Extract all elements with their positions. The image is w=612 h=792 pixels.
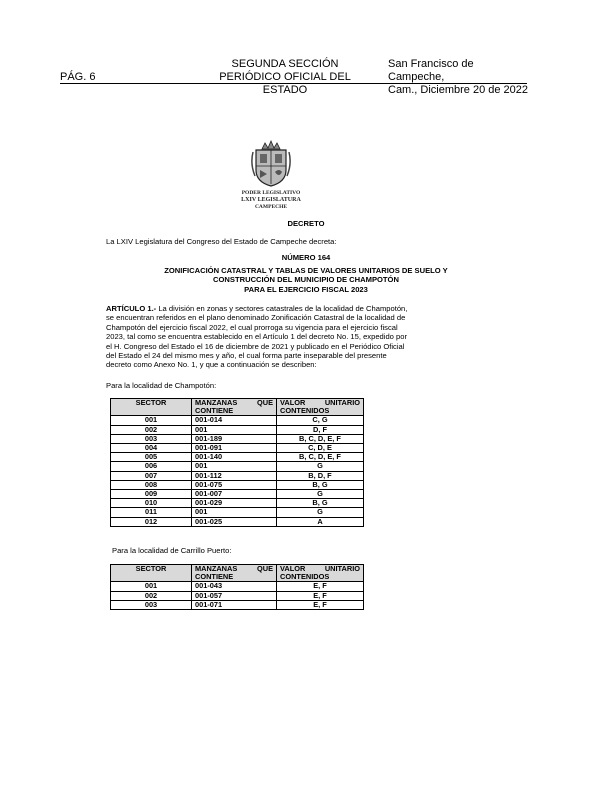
cell-manzanas: 001 <box>192 508 277 517</box>
cell-manzanas: 001-043 <box>192 582 277 591</box>
cell-manzanas: 001-112 <box>192 471 277 480</box>
cell-valor: C, D, E <box>277 444 364 453</box>
cell-sector: 008 <box>111 480 192 489</box>
cell-sector: 002 <box>111 591 192 600</box>
cell-manzanas: 001-057 <box>192 591 277 600</box>
header-date: Cam., Diciembre 20 de 2022 <box>388 84 529 96</box>
decreto-title: DECRETO <box>287 219 325 228</box>
cell-sector: 011 <box>111 508 192 517</box>
cell-sector: 012 <box>111 517 192 526</box>
law-title <box>0 266 612 294</box>
law-title-line: CONSTRUCCIÓN DEL MUNICIPIO DE CHAMPOTÓN <box>213 275 399 285</box>
table-row <box>111 517 364 526</box>
law-title-line: PARA EL EJERCICIO FISCAL 2023 <box>244 284 368 294</box>
cell-valor: B, D, F <box>277 471 364 480</box>
header-rule <box>60 83 527 84</box>
articulo-line: Champotón del ejercicio fiscal 2022, el cual prorroga su vigencia para el ejercicio fiscal <box>106 322 398 332</box>
table-row <box>111 425 364 434</box>
col-sector: SECTOR <box>111 399 192 416</box>
table-header-row <box>111 565 364 582</box>
cell-sector: 010 <box>111 499 192 508</box>
emblem-line-3: CAMPECHE <box>254 204 288 210</box>
cell-valor: B, G <box>277 499 364 508</box>
table-row <box>111 591 364 600</box>
coat-of-arms-icon <box>250 140 292 188</box>
cell-manzanas: 001-025 <box>192 517 277 526</box>
cell-manzanas: 001-075 <box>192 480 277 489</box>
col-manzanas: MANZANAS QUE CONTIENE <box>192 399 277 416</box>
col-sector: SECTOR <box>111 565 192 582</box>
table-row <box>111 508 364 517</box>
header-place: San Francisco de Campeche, <box>388 58 474 83</box>
articulo-label: ARTÍCULO 1.- <box>106 304 157 313</box>
cell-valor: E, F <box>277 582 364 591</box>
cell-sector: 002 <box>111 425 192 434</box>
table-header-row <box>111 399 364 416</box>
champoton-table-body <box>111 416 364 526</box>
cell-valor: B, C, D, E, F <box>277 434 364 443</box>
emblem-line-1: PODER LEGISLATIVO <box>241 190 301 196</box>
articulo-line: 2023, tal como se encuentra establecido en el Artículo 1 del decreto No. 15, expedido por <box>106 332 407 342</box>
cell-valor: E, F <box>277 600 364 609</box>
cell-valor: G <box>277 462 364 471</box>
cell-valor: B, G <box>277 480 364 489</box>
header-periodico: PERIÓDICO OFICIAL DEL ESTADO <box>219 71 351 96</box>
cell-sector: 007 <box>111 471 192 480</box>
cell-manzanas: 001-007 <box>192 490 277 499</box>
header-place-date <box>388 58 528 97</box>
table-row <box>111 462 364 471</box>
cell-manzanas: 001 <box>192 425 277 434</box>
col-valor: VALOR UNITARIO CONTENIDOS <box>277 565 364 582</box>
cell-valor: G <box>277 508 364 517</box>
articulo-line: decreto como Anexo No. 1, y que a continuación se describen: <box>106 360 317 370</box>
champoton-caption: Para la localidad de Champotón: <box>106 381 217 390</box>
emblem-line-2: LXIV LEGISLATURA <box>241 197 301 203</box>
cell-sector: 004 <box>111 444 192 453</box>
table-row <box>111 582 364 591</box>
intro-text: La LXIV Legislatura del Congreso del Estado de Campeche decreta: <box>106 237 337 246</box>
page-number: PÁG. 6 <box>60 71 96 83</box>
cell-sector: 009 <box>111 490 192 499</box>
cell-manzanas: 001-091 <box>192 444 277 453</box>
cell-valor: G <box>277 490 364 499</box>
cell-sector: 001 <box>111 416 192 425</box>
cell-sector: 003 <box>111 434 192 443</box>
cell-sector: 005 <box>111 453 192 462</box>
articulo-paragraph <box>106 304 506 370</box>
cell-manzanas: 001-014 <box>192 416 277 425</box>
carrillo-table-body <box>111 582 364 610</box>
articulo-line: el H. Congreso del Estado el 16 de diciembre de 2021 y publicado en el Periódico Oficial <box>106 341 405 351</box>
law-title-line: ZONIFICACIÓN CATASTRAL Y TABLAS DE VALORES UNITARIOS DE SUELO Y <box>164 266 448 275</box>
table-row <box>111 416 364 425</box>
articulo-line: se encuentran referidos en el plano denominado Zonificación Catastral de la localidad de <box>106 313 406 323</box>
table-row <box>111 471 364 480</box>
cell-sector: 006 <box>111 462 192 471</box>
cell-manzanas: 001-071 <box>192 600 277 609</box>
cell-valor: C, G <box>277 416 364 425</box>
cell-valor: D, F <box>277 425 364 434</box>
col-valor: VALOR UNITARIO CONTENIDOS <box>277 399 364 416</box>
header-section-block <box>200 58 370 97</box>
cell-valor: E, F <box>277 591 364 600</box>
col-manzanas: MANZANAS QUE CONTIENE <box>192 565 277 582</box>
carrillo-table <box>110 564 364 610</box>
cell-manzanas: 001-029 <box>192 499 277 508</box>
cell-manzanas: 001-189 <box>192 434 277 443</box>
articulo-line: del Estado el 24 del mismo mes y año, el cual forma parte inseparable del presente <box>106 351 387 361</box>
table-row <box>111 600 364 609</box>
numero-title: NÚMERO 164 <box>281 253 331 262</box>
champoton-table <box>110 398 364 527</box>
cell-valor: B, C, D, E, F <box>277 453 364 462</box>
cell-sector: 001 <box>111 582 192 591</box>
cell-manzanas: 001 <box>192 462 277 471</box>
cell-sector: 003 <box>111 600 192 609</box>
carrillo-caption: Para la localidad de Carrillo Puerto: <box>112 546 232 555</box>
header-section: SEGUNDA SECCIÓN <box>231 58 339 70</box>
cell-manzanas: 001-140 <box>192 453 277 462</box>
articulo-line: La división en zonas y sectores catastrales de la localidad de Champotón, <box>158 304 408 313</box>
cell-valor: A <box>277 517 364 526</box>
